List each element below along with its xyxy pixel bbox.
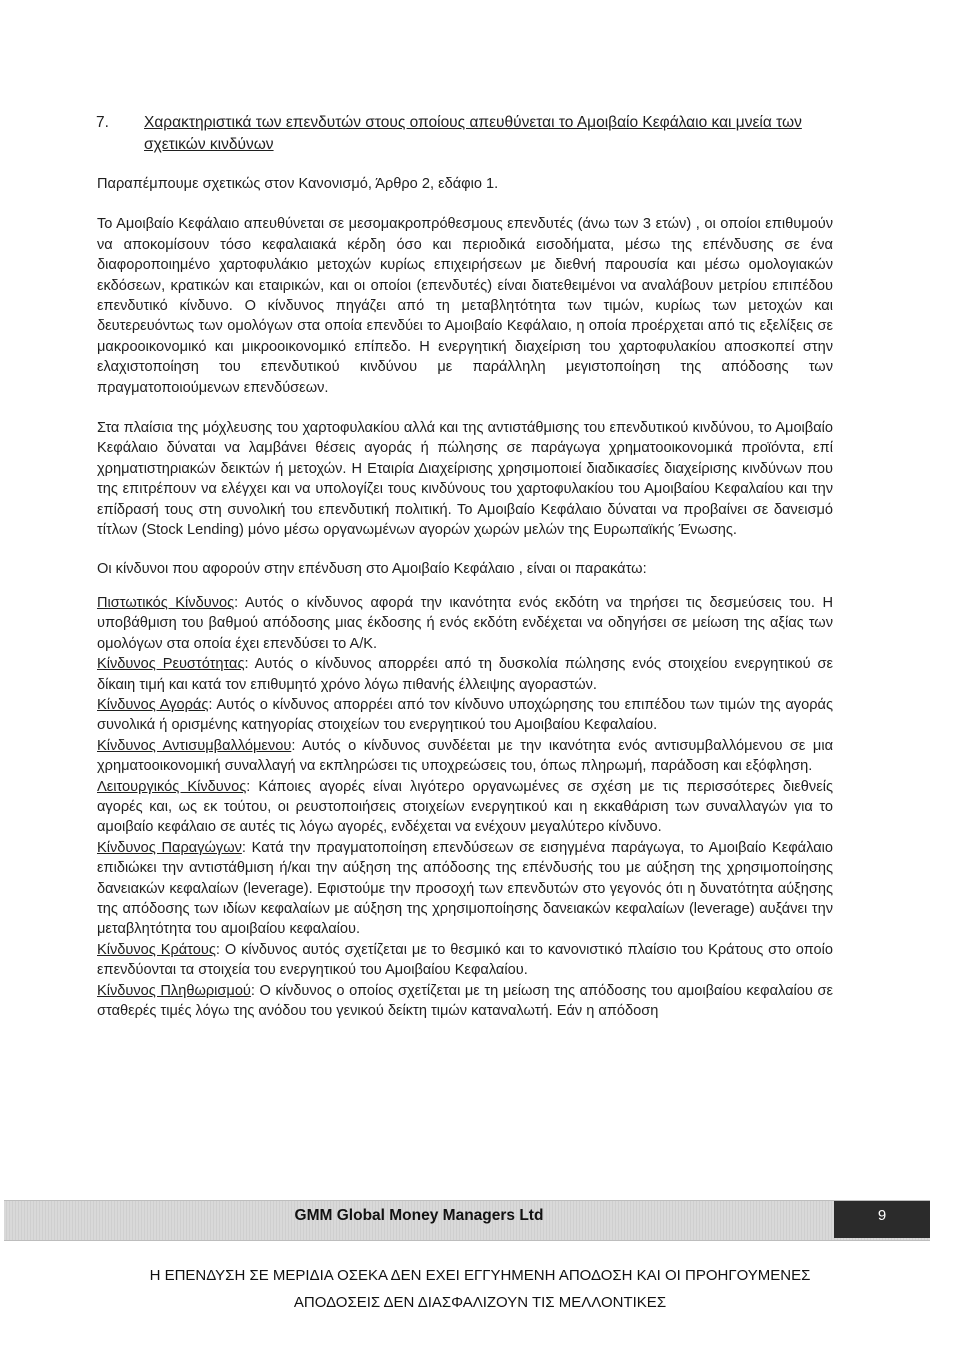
footer-company-name: GMM Global Money Managers Ltd xyxy=(294,1207,544,1224)
footer-band xyxy=(4,1200,930,1241)
risks-intro-paragraph: Οι κίνδυνοι που αφορούν στην επένδυση στο Αμοιβαίο Κεφάλαιο , είναι οι παρακάτω: xyxy=(97,560,647,577)
risk-title: Κίνδυνος Αγοράς xyxy=(97,696,209,713)
disclaimer-line-2: ΑΠΟΔΟΣΕΙΣ ΔΕΝ ΔΙΑΣΦΑΛΙΖΟΥΝ ΤΙΣ ΜΕΛΛΟΝΤΙΚΕΣ xyxy=(293,1294,667,1311)
section-title: Χαρακτηριστικά των επενδυτών στους οποίους απευθύνεται το Αμοιβαίο Κεφάλαιο και μνεία των σχετικών κινδύνων xyxy=(144,114,802,153)
section-number: 7. xyxy=(96,114,109,131)
footer-disclaimer xyxy=(40,1262,920,1316)
risk-list xyxy=(97,593,833,1022)
risk-item-operational xyxy=(97,777,833,838)
risk-item-derivatives xyxy=(97,838,833,940)
risk-title: Κίνδυνος Αντισυμβαλλόμενου xyxy=(97,737,292,754)
disclaimer-line-1: Η ΕΠΕΝΔΥΣΗ ΣΕ ΜΕΡΙΔΙΑ ΟΣΕΚΑ ΔΕΝ ΕΧΕΙ ΕΓΓΥΗΜΕΝΗ ΑΠΟΔΟΣΗ ΚΑΙ ΟΙ ΠΡΟΗΓΟΥΜΕΝΕΣ xyxy=(149,1267,811,1284)
risk-title: Κίνδυνος Κράτους xyxy=(97,941,216,958)
page-number: 9 xyxy=(834,1201,930,1238)
risk-text: : Κάποιες αγορές είναι λιγότερο οργανωμένες σε σχέση με τις περισσότερες διεθνείς αγορές και, ως εκ τούτου, οι ρευστοποιήσεις στοιχείων ενεργητικού και η εκκαθάριση των συναλλαγών για το αμοιβαίο κεφάλαιο σε αυτές τις λόγω αγορές, ενδέχεται να ενέχουν μεγαλύτερο κίνδυνο. xyxy=(97,778,834,836)
risk-item-counterparty xyxy=(97,736,833,777)
risk-text: : Κατά την πραγματοποίηση επενδύσεων σε εισηγμένα παράγωγα, το Αμοιβαίο Κεφάλαιο επιδιώκει την αντιστάθμιση ή/και την αύξηση της απόδοσης της επένδυσής του με αύξηση της χρησιμοποίησης δανειακών κεφαλαίων (leverage). Εφιστούμε την προσοχή των επενδυτών στο γεγονός ότι η δυνατότητα αύξησης της απόδοσης των ιδίων κεφαλαίων με αύξηση της χρησιμοποίησης δανειακών κεφαλαίων (leverage) αυξάνει την μεταβλητότητα του αμοιβαίου κεφαλαίου. xyxy=(97,839,833,938)
risk-item-country xyxy=(97,940,833,981)
section-heading xyxy=(96,112,836,156)
risk-text: : Αυτός ο κίνδυνος αφορά την ικανότητα ενός εκδότη να τηρήσει τις δεσμεύσεις του. Η υποβάθμιση του βαθμού απόδοσης μιας έκδοσης ή ενός εκδότη ενδέχεται να οδηγήσει σε μείωση της αξίας των ομολόγων στα οποία έχει επενδύσει το Α/Κ. xyxy=(97,594,833,652)
risk-title: Κίνδυνος Πληθωρισμού xyxy=(97,982,251,999)
section-body xyxy=(97,174,833,1021)
risk-item-market xyxy=(97,695,833,736)
risk-item-liquidity xyxy=(97,654,833,695)
risk-text: : Ο κίνδυνος ο οποίος σχετίζεται με τη μείωση της απόδοσης του αμοιβαίου κεφαλαίου σε σταθερές τιμές λόγω της ανόδου του γενικού δείκτη τιμών καταναλωτή. Εάν η απόδοση xyxy=(97,982,833,1020)
risk-text: : Αυτός ο κίνδυνος απορρέει από τη δυσκολία πώλησης ενός στοιχείου ενεργητικού σε δίκαιη τιμή και κατά τον επιθυμητό χρόνο λόγω πιθανής έλλειψης αγοραστών. xyxy=(97,656,833,693)
risk-title: Πιστωτικός Κίνδυνος xyxy=(97,594,235,611)
risk-item-credit xyxy=(97,593,833,654)
reference-paragraph: Παραπέμπουμε σχετικώς στον Κανονισμό, Άρθρο 2, εδάφιο 1. xyxy=(97,176,499,192)
risk-text: : Αυτός ο κίνδυνος συνδέεται με την ικανότητα ενός αντισυμβαλλόμενου σε μια χρηματοοικονομική συναλλαγή να εκπληρώσει τις υποχρεώσεις του, όπως πληρωμή, παράδοση και εξόφληση. xyxy=(97,737,834,775)
leverage-paragraph: Στα πλαίσια της μόχλευσης του χαρτοφυλακίου αλλά και της αντιστάθμισης του επενδυτικού κινδύνου, το Αμοιβαίο Κεφάλαιο δύναται να λαμβάνει θέσεις αγοράς ή πώλησης σε παράγωγα χρηματοοικονομικά προϊόντα, επί χρηματιστηριακών δεικτών ή μετοχών. Η Εταιρία Διαχείρισης χρησιμοποιεί διαδικασίες διαχείρισης κινδύνων που της επιτρέπουν να ελέγχει και να υπολογίζει τους κινδύνους του χαρτοφυλακίου του Αμοιβαίου Κεφαλαίου και την επίδρασή τους στη συνολική του επενδυτική πολιτική. Το Αμοιβαίο Κεφάλαιο δύναται να προβαίνει σε δανεισμό τίτλων (Stock Lending) μόνο μέσω οργανωμένων αγορών χωρών μελών της Ευρωπαϊκής Ένωσης. xyxy=(97,420,833,539)
risk-title: Κίνδυνος Παραγώγων xyxy=(97,839,242,856)
risk-text: : Αυτός ο κίνδυνος απορρέει από τον κίνδυνο υποχώρησης του επιπέδου των τιμών της αγοράς συνολικά ή ορισμένης κατηγορίας στοιχείων του ενεργητικού του Αμοιβαίου Κεφαλαίου. xyxy=(97,696,833,734)
risk-text: : Ο κίνδυνος αυτός σχετίζεται με το θεσμικό και το κανονιστικό πλαίσιο του Κράτους στο οποίο επενδύονται τα στοιχεία του ενεργητικού του Αμοιβαίου Κεφαλαίου. xyxy=(97,941,834,979)
risk-title: Λειτουργικός Κίνδυνος xyxy=(97,778,247,795)
investor-profile-paragraph: Το Αμοιβαίο Κεφάλαιο απευθύνεται σε μεσομακροπρόθεσμους επενδυτές (άνω των 3 ετών) , οι οποίοι επιθυμούν να αποκομίσουν τόσο κεφαλαιακά κέρδη όσο και περιοδικά εισοδήματα, μέσω της επένδυσης σε ένα διαφοροποιημένο χαρτοφυλάκιο μετοχών κυρίως επιχειρήσεων με διεθνή παρουσία και μέσω ομολογιακών εκδόσεων, κρατικών και εταιρικών, και οι οποίοι (επενδυτές) είναι διατεθειμένοι να αναλάβουν μετρίου επιπέδου επενδυτικό κίνδυνο. Ο κίνδυνος πηγάζει από τη μεταβλητότητα των τιμών, κυρίως των μετοχών και δευτερευόντως των ομολόγων στα οποία επενδύει το Αμοιβαίο Κεφάλαιο, η οποία προέρχεται από τις εξελίξεις σε μακροοικονομικό και μικροοικονομικό επίπεδο. Η ενεργητική διαχείριση του χαρτοφυλακίου αποσκοπεί στην ελαχιστοποίηση του επενδυτικού κινδύνου με παράλληλη μεγιστοποίηση της απόδοσης των πραγματοποιούμενων επενδύσεων. xyxy=(97,216,833,396)
risk-title: Κίνδυνος Ρευστότητας xyxy=(97,656,245,673)
risk-item-inflation xyxy=(97,981,833,1022)
